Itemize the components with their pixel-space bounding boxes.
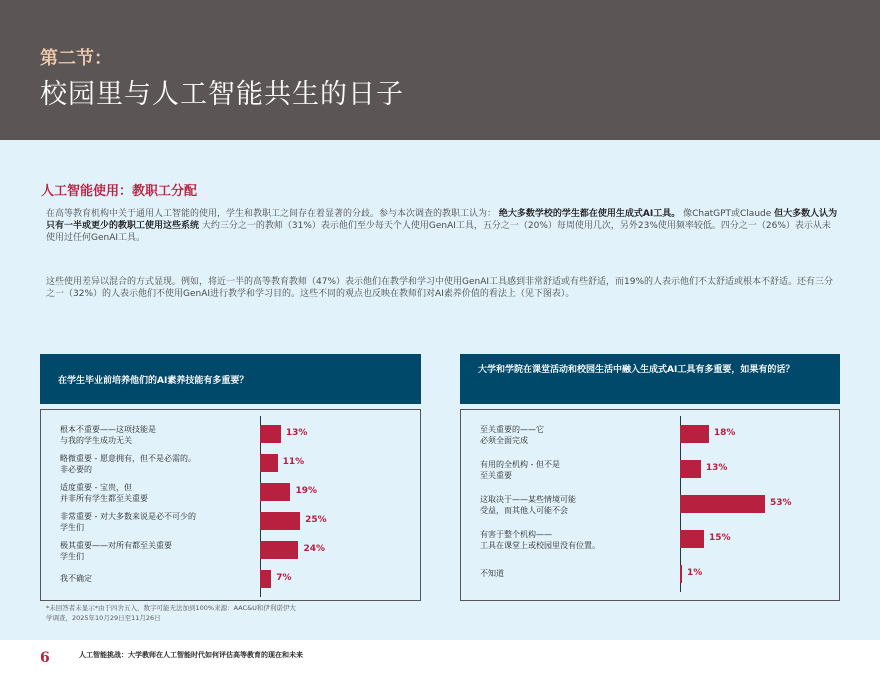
bar [680,460,701,478]
p1-text-e: 大约三分之一的教师（31%）表示他们至少每天个人使用GenAI工具，五分之一（20%）每周使用几次，另外23%使用频率较低。四分之一（26%）表示从未使用过任何GenAI工具。 [46,221,831,243]
footnote-line-2: 学调查，2025年10月29日至11月26日 [46,614,161,622]
bar [680,565,682,583]
category-label: 有用的全机构 - 但不是 至关重要 [480,460,560,480]
bar [260,570,271,588]
p1-text-c: 像ChatGPT或Claude [683,209,772,219]
content-area [0,140,880,640]
value-label: 13% [285,428,308,438]
p1-text-a: 在高等教育机构中关于通用人工智能的使用，学生和教职工之间存在着显著的分歧。参与本次调查的教职工认为： [46,209,497,219]
bar [260,425,281,443]
value-label: 24% [303,544,326,554]
p1-bold-a: 绝大多数学校的学生都在使用生成式AI工具。 [498,209,681,219]
category-label: 极其重要——对所有都至关重要 学生们 [60,541,172,561]
section-header [0,0,880,140]
bar [680,495,765,513]
category-label: 这取决于——某些情境可能 受益，而其他人可能不会 [480,495,576,515]
value-label: 15% [709,533,731,543]
value-label: 11% [282,457,305,467]
value-label: 53% [770,498,792,508]
paragraph-1 [46,208,838,244]
footnote [46,603,326,623]
bar [260,512,300,530]
category-label: 有害于整个机构—— 工具在课堂上或校园里没有位置。 [480,530,600,550]
value-label: 25% [305,515,327,525]
right-chart-title: 大学和学院在课堂活动和校园生活中融入生成式AI工具有多重要，如果有的话？ [460,354,840,404]
bar [260,541,298,559]
page-title: 校园里与人工智能共生的日子 [40,79,404,110]
right-chart [460,409,840,601]
p1-bold-b: 但大多数人认为只有一半或更少的教职工使用这些系统 [46,209,838,231]
value-label: 1% [687,568,703,578]
left-chart-title: 在学生毕业前培养他们的AI素养技能有多重要？ [40,354,421,404]
value-label: 18% [713,428,736,438]
category-label: 不知道 [480,569,504,578]
value-label: 13% [705,463,728,473]
category-label: 至关重要的——它 必须全面完成 [480,425,544,445]
value-label: 7% [276,573,292,583]
bar [680,530,704,548]
bar [260,454,278,472]
category-label: 非常重要 - 对大多数来说是必不可少的 学生们 [60,512,196,532]
footnote-line-1: *未回答者未显示*由于四舍五入，数字可能无法加到100%来源：AAC&U和伊利诺伊大 [46,604,296,612]
page-number: 6 [40,650,50,666]
value-label: 19% [295,486,318,496]
category-label: 适度重要 - 宝贵，但 并非所有学生都至关重要 [60,483,148,503]
bar [260,483,290,501]
category-label: 略微重要 - 愿意拥有，但不是必需的。 非必要的 [60,454,196,474]
sub-heading: 人工智能使用：教职工分配 [41,184,198,199]
paragraph-2: 这些使用差异以混合的方式显现。例如，将近一半的高等教育教师（47%）表示他们在教学和学习中使用GenAI工具感到非常舒适或有些舒适，而19%的人表示他们不太舒适或根本不舒适。还有三分之一（32%）的人表示他们不使用GenAI进行教学和学习目的。这些不同的观点也反映在教师们对AI素养价值的看法上（见下图表）。 [46,277,834,299]
bar [680,425,709,443]
left-chart [40,409,421,601]
category-label: 根本不重要——这项技能是 与我的学生成功无关 [60,425,156,445]
category-label: 我不确定 [60,574,92,583]
section-label: 第二节： [40,48,112,69]
footer-title: 人工智能挑战：大学教师在人工智能时代如何评估高等教育的现在和未来 [79,651,303,659]
